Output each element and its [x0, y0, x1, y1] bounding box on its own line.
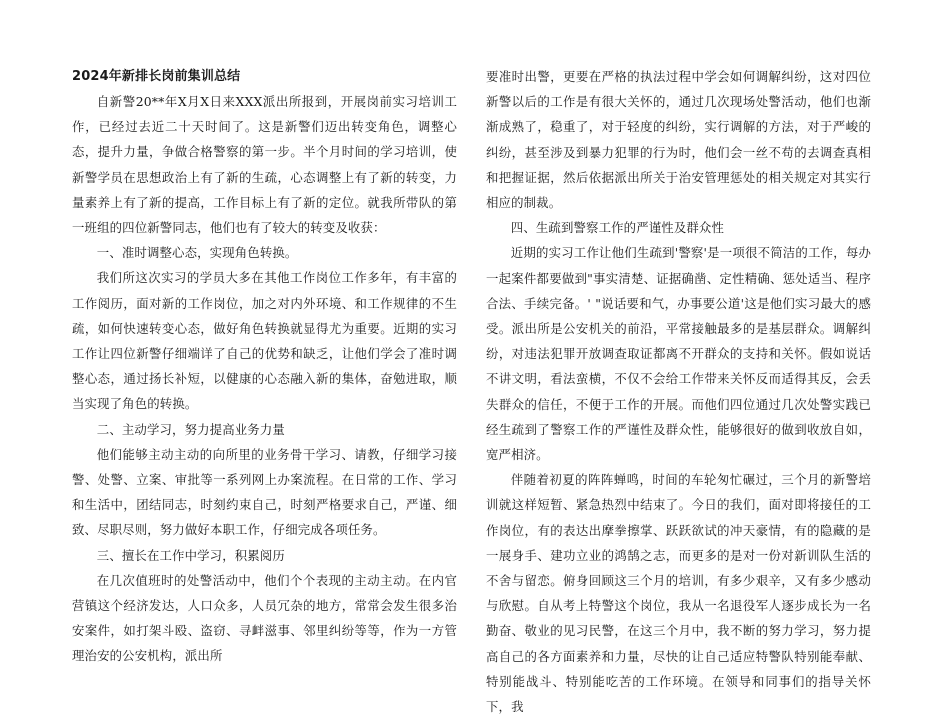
section-heading-2: 二、主动学习，努力提高业务力量 [96, 421, 285, 437]
document-title: 2024年新排长岗前集训总结 [72, 69, 241, 84]
closing-paragraph: 伴随着初夏的阵阵蝉鸣，时间的车轮匆忙碾过，三个月的新警培训就这样短暂、紧急热烈中结束了。今日的我们，面对即将接任的工作岗位，有的表达出摩拳擦掌、跃跃欲试的冲天豪情，有的隐藏的是一展身手、建功立业的鸿鹄之志，而更多的是对一份对新训队生活的不舍与留恋。俯身回顾这三个月的培训，有多少艰辛，又有多少感动与欣慰。自从考上特警这个岗位，我从一名退役军人逐步成长为一名勤奋、敬业的见习民警，在这三个月中，我不断的努力学习，努力提高自己的各方面素养和力量，尽快的让自己适应特警队特别能奉献、特别能战斗、特别能吃苦的工作环境。在领导和同事们的指导关怀下，我 [486, 472, 871, 715]
section-body-2: 他们能够主动主动的向所里的业务骨干学习、请教，仔细学习接警、处警、立案、审批等一系列网上办案流程。在日常的工作、学习和生活中，团结同志，时刻约束自己，时刻严格要求自己，严谨、细致、尽职尽则，努力做好本职工作，仔细完成各项任务。 [72, 446, 457, 538]
section-body-3-continued: 要准时出警，更要在严格的执法过程中学会如何调解纠纷，这对四位新警以后的工作是有很大关怀的，通过几次现场处警活动，他们也渐渐成熟了，稳重了，对于轻度的纠纷，实行调解的方法，对于严峻的纠纷，甚至涉及到暴力犯罪的行为时，他们会一丝不苟的去调查真相和把握证据，然后依据派出所关于治安管理惩处的相关规定对其实行相应的制裁。 [486, 69, 871, 211]
section-body-3: 在几次值班时的处警活动中，他们个个表现的主动主动。在内官营镇这个经济发达，人口众多，人员冗杂的地方，常常会发生很多治安案件，如打架斗殴、盗窃、寻衅滋事、邻里纠纷等等，作为一方管理治安的公安机构，派出所 [72, 572, 457, 664]
section-body-4: 近期的实习工作让他们生疏到'警察'是一项很不简洁的工作，每办一起案件都要做到"事实清楚、证据确凿、定性精确、惩处适当、程序合法、手续完备。' "说话要和气，办事要公道'这是他们实习最大的感受。派出所是公安机关的前沿，平常接触最多的是基层群众。调解纠纷，对违法犯罪开放调查取证都离不开群众的支持和关怀。假如说话不讲文明，看法蛮横，不仅不会给工作带来关怀反而适得其反，会丢失群众的信任，不便于工作的开展。而他们四位通过几次处警实践已经生疏到了警察工作的严谨性及群众性，能够很好的做到收放自如，宽严相济。 [486, 245, 871, 463]
section-heading-4: 四、生疏到警察工作的严谨性及群众性 [510, 220, 724, 236]
right-column [486, 64, 871, 719]
section-body-1: 我们所这次实习的学员大多在其他工作岗位工作多年，有丰富的工作阅历，面对新的工作岗位，加之对内外环境、和工作规律的不生疏，如何快速转变心态，做好角色转换就显得尤为重要。近期的实习工作让四位新警仔细端详了自己的优势和缺乏，让他们学会了准时调整心态，通过扬长补短，以健康的心态融入新的集体，奋勉进取，顺当实现了角色的转换。 [72, 270, 457, 412]
section-heading-1: 一、准时调整心态，实现角色转换。 [96, 245, 298, 261]
intro-paragraph: 自新警20**年X月X日来XXX派出所报到，开展岗前实习培训工作，已经过去近二十天时间了。这是新警们迈出转变角色，调整心态，提升力量，争做合格警察的第一步。半个月时间的学习培训，使新警学员在思想政治上有了新的生疏，心态调整上有了新的转变，力量素养上有了新的提高，工作目标上有了新的定位。就我所带队的第一班组的四位新警同志，他们也有了较大的转变及收获： [72, 94, 457, 236]
left-column [72, 64, 457, 669]
section-heading-3: 三、擅长在工作中学习，积累阅历 [96, 547, 285, 563]
